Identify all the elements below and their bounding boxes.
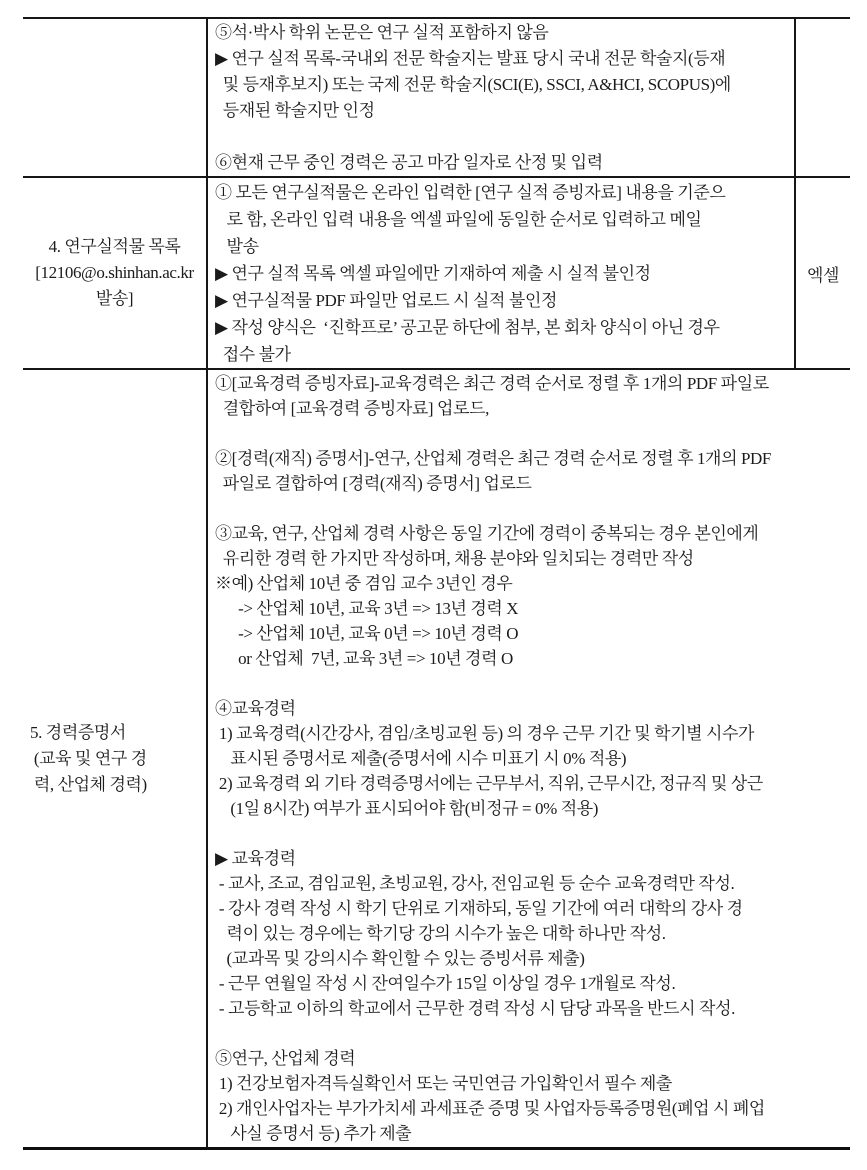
- text-line: -> 산업체 10년, 교육 0년 => 10년 경력 O: [215, 624, 519, 643]
- text-line: ▶ 연구실적물 PDF 파일만 업로드 시 실적 불인정: [215, 291, 557, 310]
- text-line: [215, 421, 850, 446]
- text-line: 4. 연구실적물 목록: [48, 237, 181, 256]
- text-line: 2) 개인사업자는 부가가치세 과세표준 증명 및 사업자등록증명원(폐업 시 폐업: [215, 1099, 765, 1118]
- label-cell-item-4: [23, 177, 207, 369]
- label-cell-item-5: [23, 369, 207, 1149]
- text-line: [215, 1021, 850, 1046]
- text-line: ▶ 연구 실적 목록-국내외 전문 학술지는 발표 당시 국내 전문 학술지(등재: [215, 49, 726, 68]
- text-line: ⑥현재 근무 중인 경력은 공고 마감 일자로 산정 및 입력: [215, 153, 603, 172]
- text-line: [215, 671, 850, 696]
- table-row: [23, 369, 850, 1149]
- text-line: ⑤연구, 산업체 경력: [215, 1049, 356, 1068]
- text-line: - 교사, 조교, 겸임교원, 초빙교원, 강사, 전임교원 등 순수 교육경력만 작성.: [215, 874, 735, 893]
- table-row: [23, 177, 850, 369]
- text-line: ▶ 교육경력: [215, 849, 296, 868]
- text-line: 로 함, 온라인 입력 내용을 엑셀 파일에 동일한 순서로 입력하고 메일: [215, 210, 702, 229]
- text-line: 2) 교육경력 외 기타 경력증명서에는 근무부서, 직위, 근무시간, 정규직 및 상근: [215, 774, 763, 793]
- text-line: 1) 건강보험자격득실확인서 또는 국민연금 가입확인서 필수 제출: [215, 1074, 672, 1093]
- table-row: [23, 18, 850, 177]
- text-line: ④교육경력: [215, 699, 296, 718]
- text-line: [215, 124, 794, 150]
- content-cell-research-criteria: [207, 18, 795, 177]
- text-line: 력, 산업체 경력): [30, 774, 147, 794]
- text-line: 5. 경력증명서: [30, 722, 126, 742]
- text-line: 접수 불가: [215, 345, 291, 364]
- text-line: (1일 8시간) 여부가 표시되어야 함(비정규 = 0% 적용): [215, 799, 599, 818]
- text-line: 발송: [215, 237, 259, 256]
- extra-cell-empty: [795, 18, 850, 177]
- extra-cell-excel: 엑셀: [795, 177, 850, 369]
- text-line: -> 산업체 10년, 교육 3년 => 13년 경력 X: [215, 599, 519, 618]
- text-line: - 근무 연월일 작성 시 잔여일수가 15일 이상일 경우 1개월로 작성.: [215, 974, 676, 993]
- text-line: [215, 496, 850, 521]
- text-line: (교과목 및 강의시수 확인할 수 있는 증빙서류 제출): [215, 949, 585, 968]
- label-cell-empty: [23, 18, 207, 177]
- text-line: 유리한 경력 한 가지만 작성하며, 채용 분야와 일치되는 경력만 작성: [215, 549, 694, 568]
- text-line: [215, 821, 850, 846]
- text-line: 1) 교육경력(시간강사, 겸임/초빙교원 등) 의 경우 근무 기간 및 학기별 시수가: [215, 724, 755, 743]
- text-line: [12106@o.shinhan.ac.kr: [35, 263, 194, 282]
- text-line: - 고등학교 이하의 학교에서 근무한 경력 작성 시 담당 과목을 반드시 작성.: [215, 999, 735, 1018]
- text-line: ⑤석·박사 학위 논문은 연구 실적 포함하지 않음: [215, 23, 549, 42]
- text-line: 사실 증명서 등) 추가 제출: [215, 1124, 412, 1143]
- text-line: 력이 있는 경우에는 학기당 강의 시수가 높은 대학 하나만 작성.: [215, 924, 666, 943]
- text-line: ②[경력(재직) 증명서]-연구, 산업체 경력은 최근 경력 순서로 정렬 후 1개의 PDF: [215, 449, 771, 468]
- text-line: ▶ 연구 실적 목록 엑셀 파일에만 기재하여 제출 시 실적 불인정: [215, 264, 651, 283]
- submission-documents-table: [23, 17, 850, 1150]
- content-cell-research-list-rules: [207, 177, 795, 369]
- text-line: 등재된 학술지만 인정: [215, 101, 375, 120]
- text-line: 표시된 증명서로 제출(증명서에 시수 미표기 시 0% 적용): [215, 749, 627, 768]
- text-line: 발송]: [95, 289, 134, 308]
- text-line: ※예) 산업체 10년 중 겸임 교수 3년인 경우: [215, 574, 513, 593]
- text-line: 및 등재후보지) 또는 국제 전문 학술지(SCI(E), SSCI, A&HCI, SCOPUS)에: [215, 75, 731, 94]
- text-line: ① 모든 연구실적물은 온라인 입력한 [연구 실적 증빙자료] 내용을 기준으: [215, 183, 726, 202]
- text-line: ①[교육경력 증빙자료]-교육경력은 최근 경력 순서로 정렬 후 1개의 PDF 파일로: [215, 374, 769, 393]
- text-line: or 산업체 7년, 교육 3년 => 10년 경력 O: [215, 649, 513, 668]
- text-line: ▶ 작성 양식은 ‘진학프로’ 공고문 하단에 첨부, 본 회차 양식이 아닌 경우: [215, 318, 720, 337]
- text-line: - 강사 경력 작성 시 학기 단위로 기재하되, 동일 기간에 여러 대학의 강사 경: [215, 899, 743, 918]
- text-line: 파일로 결합하여 [경력(재직) 증명서] 업로드: [215, 474, 532, 493]
- text-line: (교육 및 연구 경: [30, 748, 147, 768]
- text-line: 결합하여 [교육경력 증빙자료] 업로드,: [215, 399, 489, 418]
- text-line: ③교육, 연구, 산업체 경력 사항은 동일 기간에 경력이 중복되는 경우 본인에게: [215, 524, 759, 543]
- content-cell-career-certificate-rules: [207, 369, 850, 1149]
